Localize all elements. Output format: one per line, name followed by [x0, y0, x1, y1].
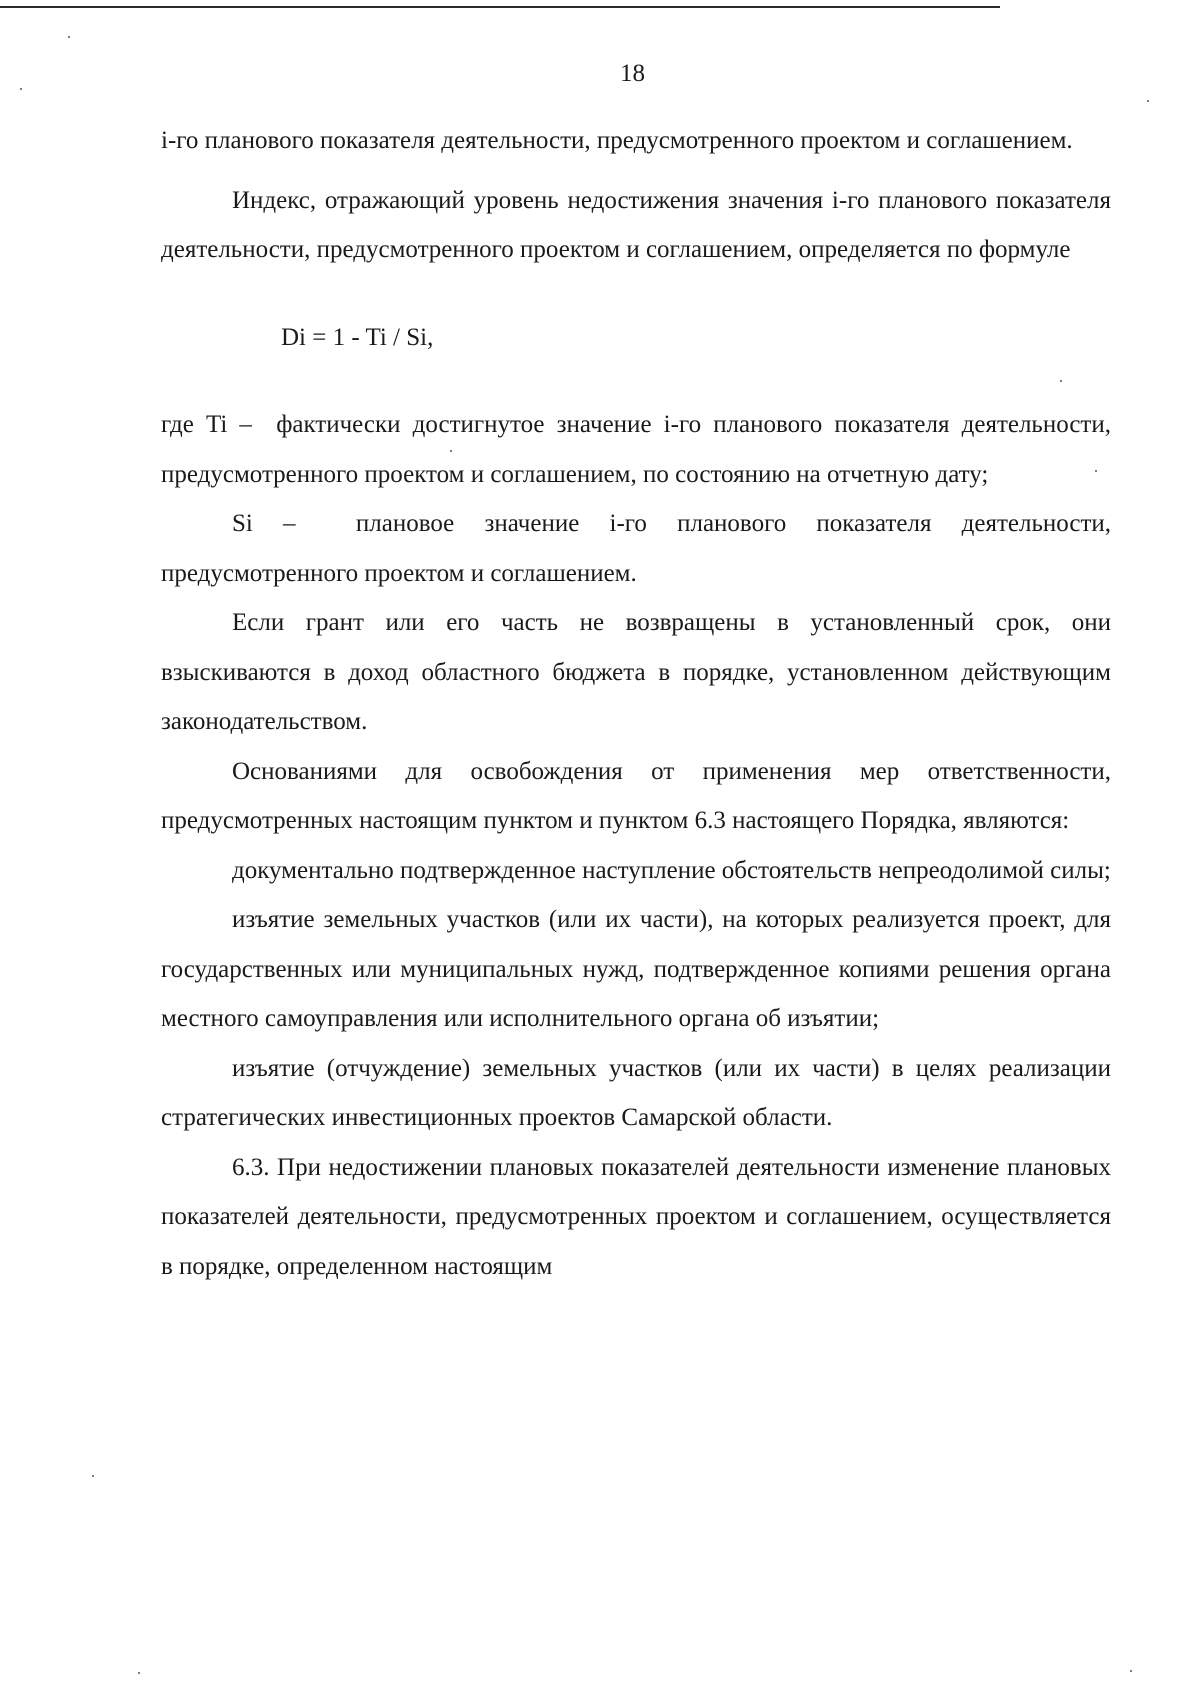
paragraph-index-intro: Индекс, отражающий уровень недостижения значения i-го планового показателя деятельности, предусмотренного проектом и соглашением, определяется по формуле [161, 186, 1111, 263]
top-rule [0, 6, 1000, 8]
scan-speck [92, 1475, 94, 1477]
page-number: 18 [620, 60, 645, 87]
list-item-land-seizure: изъятие земельных участков (или их части), на которых реализуется проект, для государственных или муниципальных нужд, подтвержденное копиями решения органа местного самоуправления или исполнительного органа об изъятии; [161, 906, 1111, 1032]
definition-ti: где Ti – фактически достигнутое значение i-го планового показателя деятельности, предусмотренного проектом и соглашением, по состоянию на отчетную дату; [161, 411, 1118, 488]
list-item-force-majeure: документально подтвержденное наступление обстоятельств непреодолимой силы; [232, 856, 1111, 884]
scan-speck [1147, 100, 1149, 102]
scan-speck [20, 88, 22, 90]
document-body [161, 116, 1118, 1291]
list-item-land-alienation: изъятие (отчуждение) земельных участков (или их части) в целях реализации стратегических инвестиционных проектов Самарской области. [161, 1054, 1111, 1131]
scan-speck [1130, 1670, 1132, 1672]
paragraph-grant-return: Если грант или его часть не возвращены в установленный срок, они взыскиваются в доход областного бюджета в порядке, установленном действующим законодательством. [161, 609, 1111, 735]
paragraph-grounds-intro: Основаниями для освобождения от применения мер ответственности, предусмотренных настоящим пунктом и пунктом 6.3 настоящего Порядка, являются: [161, 757, 1111, 834]
formula: Di = 1 - Ti / Si, [281, 323, 434, 351]
scan-speck [1060, 380, 1062, 382]
scan-speck [138, 1672, 140, 1674]
scan-speck [450, 450, 452, 452]
paragraph-continuation: i-го планового показателя деятельности, предусмотренного проектом и соглашением. [161, 127, 1073, 154]
paragraph-clause-6-3: 6.3. При недостижении плановых показателей деятельности изменение плановых показателей деятельности, предусмотренных проектом и соглашением, осуществляется в порядке, определенном настоящим [161, 1153, 1111, 1280]
definition-si: Si – плановое значение i-го планового показателя деятельности, предусмотренного проектом и соглашением. [161, 510, 1118, 587]
scan-speck [68, 36, 70, 38]
scan-speck [1095, 470, 1097, 472]
